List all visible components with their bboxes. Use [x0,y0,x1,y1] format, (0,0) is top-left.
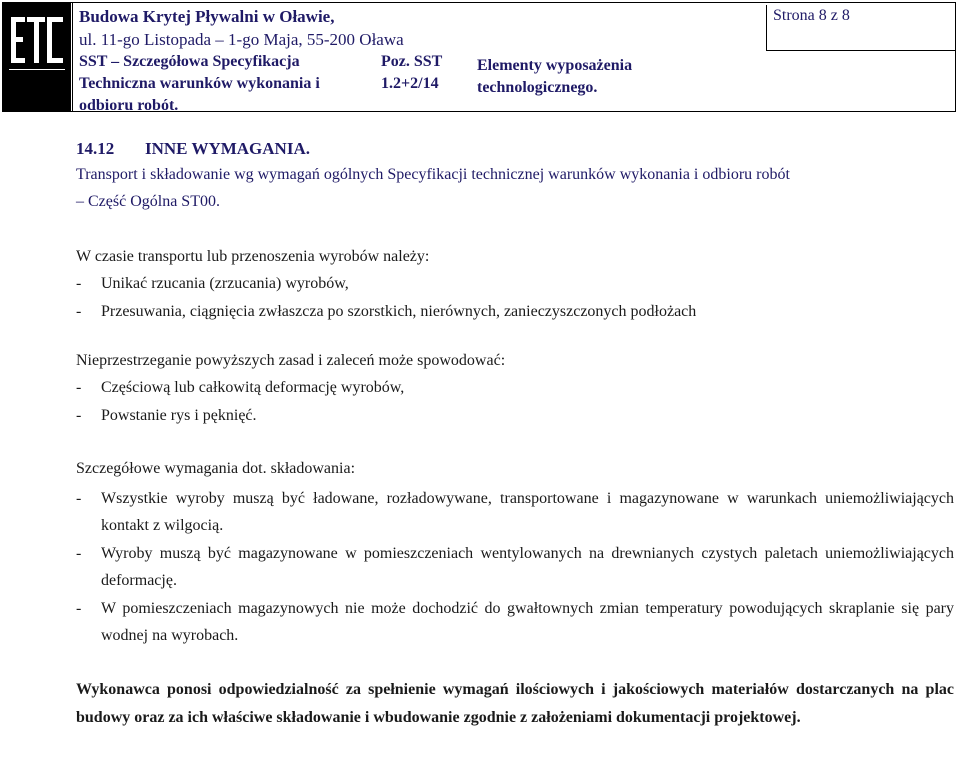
etc-logo-icon [3,3,71,111]
list-item [76,374,954,401]
list-item-text: Częściową lub całkowitą deformację wyrobów, [101,379,405,396]
spec-line: SST – Szczegółowa Specyfikacja [79,53,300,70]
element-line: Elementy wyposażenia [477,57,633,74]
list-dash: - [76,545,82,562]
closing-paragraph: Wykonawca ponosi odpowiedzialność za spełnienie wymagań ilościowych i jakościowych materiałów dostarczanych na plac budowy oraz za ich właściwe składowanie i wbudowanie zgodnie z założeniami dokumentacji projektowej. [76,681,954,726]
list-dash: - [76,490,82,507]
page-number: Strona 8 z 8 [766,5,956,51]
list-dash: - [76,407,82,424]
list-item [76,595,954,649]
transport-heading: W czasie transportu lub przenoszenia wyrobów należy: [76,248,430,265]
list-item [76,402,954,429]
list-item [76,298,954,325]
section-number: 14.12 [76,139,115,158]
consequences-heading: Nieprzestrzeganie powyższych zasad i zaleceń może spowodować: [76,352,506,369]
list-dash: - [76,379,82,396]
company-logo [3,3,73,111]
section-intro-line2: – Część Ogólna ST00. [76,193,220,210]
project-address: ul. 11-go Listopada – 1-go Maja, 55-200 Oława [79,30,404,49]
list-dash: - [76,275,82,292]
document-header [2,2,956,112]
list-item [76,485,954,539]
project-title: Budowa Krytej Pływalni w Oławie, [79,7,335,26]
spec-label [79,51,320,117]
list-dash: - [76,600,82,617]
list-dash: - [76,303,82,320]
list-item-text: Wyroby muszą być magazynowane w pomieszczeniach wentylowanych na drewnianych czystych paletach uniemożliwiających deformację. [101,545,954,589]
list-item-text: Unikać rzucania (zrzucania) wyrobów, [101,275,349,292]
list-item [76,540,954,594]
section-heading [76,139,310,159]
element-line: technologicznego. [477,79,598,96]
poz-line: 1.2+2/14 [381,75,439,92]
poz-line: Poz. SST [381,53,443,70]
list-item-text: Przesuwania, ciągnięcia zwłaszcza po szorstkich, nierównych, zanieczyszczonych podłożach [101,303,697,320]
position-label [381,51,442,95]
list-item-text: Powstanie rys i pęknięć. [101,407,257,424]
storage-heading: Szczegółowe wymagania dot. składowania: [76,460,356,477]
section-intro-line1: Transport i składowanie wg wymagań ogólnych Specyfikacji technicznej warunków wykonania i odbioru robót [76,166,790,183]
list-item [76,270,954,297]
spec-line: Techniczna warunków wykonania i [79,75,320,92]
section-title: INNE WYMAGANIA. [145,139,310,158]
list-item-text: Wszystkie wyroby muszą być ładowane, rozładowywane, transportowane i magazynowane w warunkach uniemożliwiających kontakt z wilgocią. [101,490,954,534]
spec-line: odbioru robót. [79,97,179,114]
element-label [477,55,632,99]
list-item-text: W pomieszczeniach magazynowych nie może dochodzić do gwałtownych zmian temperatury powodujących skraplanie się pary wodnej na wyrobach. [101,600,954,644]
